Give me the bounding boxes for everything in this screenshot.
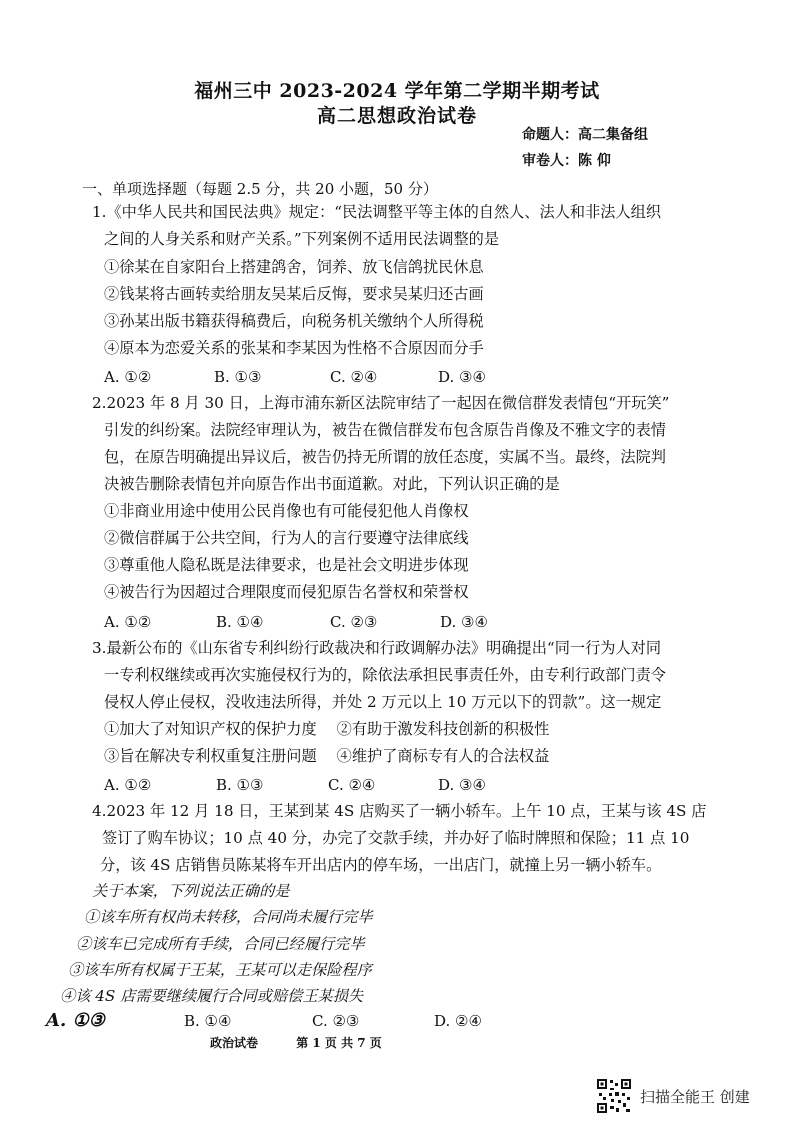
question-1-line: ①徐某在自家阳台上搭建鸽舍，饲养、放飞信鸽扰民休息 [104,258,484,276]
option-a: A. ①② [104,613,152,631]
exam-subtitle: 高二思想政治试卷 [316,105,477,127]
option-c: C. ②③ [330,613,378,631]
question-3-line: 侵权人停止侵权，没收违法所得，并处 2 万元以上 10 万元以下的罚款”。这一规定 [104,693,662,711]
question-2-line: 决被告删除表情包并向原告作出书面道歉。对此，下列认识正确的是 [104,475,560,493]
question-1-line: ②钱某将古画转卖给朋友吴某后反悔，要求吴某归还古画 [104,285,484,303]
question-2-line: 包，在原告明确提出异议后，被告仍持无所谓的放任态度，实属不当。最终，法院判 [104,448,666,466]
question-2-line: ④被告行为因超过合理限度而侵犯原告名誉权和荣誉权 [104,583,469,601]
option-b: B. ①③ [214,368,262,386]
question-1-line: 1.《中华人民共和国民法典》规定：“民法调整平等主体的自然人、法人和非法人组织 [92,203,662,221]
option-d: D. ③④ [438,368,486,386]
question-4-line: ①该车所有权尚未转移，合同尚未履行完毕 [84,908,373,926]
exam-title: 福州三中 2023-2024 学年第二学期半期考试 [194,80,600,102]
question-2-line: ②微信群属于公共空间，行为人的言行要遵守法律底线 [104,529,469,547]
question-3-line: 一专利权继续或再次实施侵权行为的，除依法承担民事责任外，由专利行政部门责令 [104,666,666,684]
option-d: D. ③④ [438,776,486,794]
question-2-line: 引发的纠纷案。法院经审理认为，被告在微信群发布包含原告肖像及不雅文字的表情 [104,421,666,439]
question-1-line: ③孙某出版书籍获得稿费后，向税务机关缴纳个人所得税 [104,312,484,330]
option-a: A. ①③ [46,1010,105,1031]
reviewer-line: 审卷人：陈 仰 [522,153,611,169]
question-3-line: ①加大了对知识产权的保护力度 ②有助于激发科技创新的积极性 [104,720,550,738]
option-b: B. ①④ [184,1012,232,1030]
scanner-watermark: 扫描全能王 创建 [640,1088,750,1106]
footer-subject: 政治试卷 [210,1036,259,1050]
question-4-line: ③该车所有权属于王某，王某可以走保险程序 [68,961,372,979]
option-b: B. ①④ [216,613,264,631]
question-4-line: 分，该 4S 店销售员陈某将车开出店内的停车场，一出店门，就撞上另一辆小轿车。 [100,856,662,874]
question-1-line: ④原本为恋爱关系的张某和李某因为性格不合原因而分手 [104,339,484,357]
option-c: C. ②④ [328,776,376,794]
option-a: A. ①② [104,368,152,386]
author-line: 命题人：高二集备组 [522,127,648,143]
question-3-line: ③旨在解决专利权重复注册问题 ④维护了商标专有人的合法权益 [104,747,550,765]
option-d: D. ②④ [434,1012,482,1030]
footer-page-number: 第 1 页 共 7 页 [296,1036,382,1050]
option-a: A. ①② [104,776,152,794]
page-footer [210,1034,416,1051]
qr-code-icon [596,1078,632,1114]
option-c: C. ②③ [312,1012,360,1030]
question-4-line: 4.2023 年 12 月 18 日，王某到某 4S 店购买了一辆小轿车。上午 10 点，王某与该 4S 店 [92,802,707,820]
section-heading: 一、单项选择题（每题 2.5 分，共 20 小题，50 分） [82,180,438,198]
option-b: B. ①③ [216,776,264,794]
question-4-line: 关于本案，下列说法正确的是 [92,882,290,900]
question-2-line: 2.2023 年 8 月 30 日，上海市浦东新区法院审结了一起因在微信群发表情包“开玩笑” [92,394,670,412]
question-4-line: 签订了购车协议；10 点 40 分，办完了交款手续，并办好了临时牌照和保险；11 点 10 [102,829,690,847]
question-2-line: ③尊重他人隐私既是法律要求，也是社会文明进步体现 [104,556,469,574]
question-3-line: 3.最新公布的《山东省专利纠纷行政裁决和行政调解办法》明确提出“同一行为人对同 [92,639,662,657]
question-1-line: 之间的人身关系和财产关系。”下列案例不适用民法调整的是 [104,230,500,248]
question-2-line: ①非商业用途中使用公民肖像也有可能侵犯他人肖像权 [104,502,469,520]
option-c: C. ②④ [330,368,378,386]
question-4-line: ④该 4S 店需要继续履行合同或赔偿王某损失 [60,987,364,1005]
option-d: D. ③④ [440,613,488,631]
question-4-line: ②该车已完成所有手续，合同已经履行完毕 [76,935,365,953]
